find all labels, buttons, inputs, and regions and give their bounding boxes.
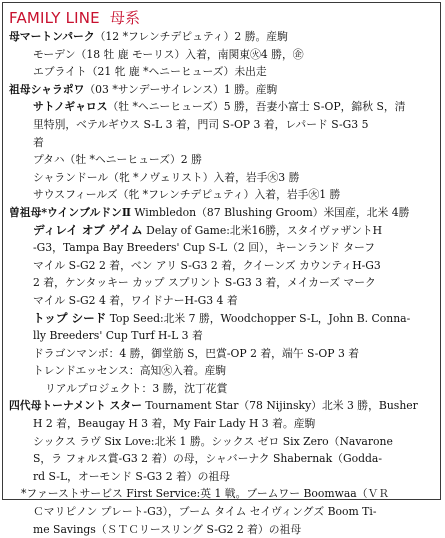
- section-header: [9, 7, 140, 28]
- offspring-name: トップ シード: [33, 310, 107, 325]
- offspring-detail: Delay of Game:北米16勝，スタイヴァザントH: [142, 223, 383, 237]
- grand-offspring-line: [9, 380, 434, 398]
- dam-detail: （12 *フレンチデピュティ）2 勝。産駒: [94, 30, 288, 43]
- offspring-detail: Top Seed:北米 7 勝，Woodchopper S-L，John B. Conna-: [106, 311, 411, 325]
- offspring-text: モーデン（18 牡 鹿 モーリス）入着，南関東㊋4 勝，㊭: [33, 47, 304, 61]
- continuation-line: [9, 415, 434, 433]
- continuation-text: マイル S-G2 2 着，ベン アリ S-G3 2 着，クイーンズ カウンティH-G3: [33, 258, 381, 272]
- section-title: FAMILY LINE: [9, 9, 100, 27]
- continuation-text: H 2 着，Beaugay H 3 着，My Fair Lady H 3 着。産駒: [33, 417, 316, 431]
- continuation-line: [9, 116, 434, 134]
- continuation-text: me Savings（ＳＴＣリースリング S-G2 2 着）の祖母: [33, 522, 302, 536]
- great-granddam-detail: Wimbledon（87 Blushing Groom）米国産，北米 4勝: [130, 205, 410, 219]
- continuation-line: [9, 503, 434, 521]
- fourth-dam-detail: Tournament Star（78 Nijinsky）北米 3 勝，Busher: [141, 399, 418, 413]
- pedigree-text: [9, 28, 434, 538]
- granddam-detail: （03 *サンデーサイレンス）1 勝。産駒: [84, 82, 278, 96]
- continuation-line: [9, 327, 434, 345]
- continuation-line: [9, 468, 434, 486]
- continuation-line: [9, 239, 434, 257]
- offspring-line: [9, 46, 434, 64]
- offspring-line: [9, 433, 434, 451]
- family-line-panel: [2, 2, 441, 536]
- offspring-text: トレンドエッセンス：高知㊋入着。産駒: [33, 364, 227, 378]
- continuation-text: 里特別，ベテルギウス S-L 3 着，門司 S-OP 3 着，レパード S-G3 5: [33, 117, 369, 131]
- offspring-line: [9, 485, 434, 503]
- offspring-text: ドラゴンマンボ：4 勝，御堂筋 S，巴賞-OP 2 着，端午 S-OP 3 着: [33, 346, 360, 360]
- continuation-text: lly Breeders' Cup Turf H-L 3 着: [33, 329, 203, 343]
- continuation-text: -G3，Tampa Bay Breeders' Cup S-L（2 回），キーンランド ターフ: [33, 241, 376, 255]
- offspring-detail: （牡 *ヘニーヒューズ）5 勝，吾妻小富士 S-OP，錦秋 S，清: [107, 100, 406, 114]
- great-granddam-name: 曽祖母*ウインブルドンⅡ: [9, 205, 131, 219]
- offspring-line: [9, 345, 434, 363]
- continuation-line: [9, 450, 434, 468]
- continuation-text: S，ラ フォルス賞-G3 2 着）の母，シャバーナク Shabernak（Godda-: [33, 452, 382, 466]
- great-granddam-line: [9, 204, 434, 222]
- continuation-text: 着: [33, 135, 44, 149]
- continuation-text: Ｃマリピノン プレート-G3），ブーム タイム セイヴィングズ Boom Ti-: [33, 505, 377, 519]
- offspring-line: [9, 186, 434, 204]
- offspring-line: [9, 222, 434, 240]
- offspring-text: サウスフィールズ（牝 *フレンチデピュティ）入着，岩手㊋1 勝: [33, 188, 341, 202]
- granddam-line: [9, 81, 434, 99]
- continuation-line: [9, 292, 434, 310]
- continuation-text: 2 着，ケンタッキー カップ スプリント S-G3 3 着，メイカーズ マーク: [33, 276, 376, 290]
- offspring-line: [9, 310, 434, 328]
- continuation-text: マイル S-G2 4 着，ワイドナーH-G3 4 着: [33, 293, 238, 307]
- continuation-line: [9, 257, 434, 275]
- continuation-line: [9, 274, 434, 292]
- offspring-line: [9, 63, 434, 81]
- offspring-line: [9, 362, 434, 380]
- offspring-name: ディレイ オブ ゲイム: [33, 222, 143, 237]
- offspring-line: [9, 151, 434, 169]
- offspring-text: シックス ラヴ Six Love:北米 1 勝。シックス ゼロ Six Zero（Navarone: [33, 434, 393, 448]
- granddam-name: 祖母シャラポワ: [9, 82, 85, 96]
- section-subtitle: 母系: [109, 9, 141, 27]
- fourth-dam-name: 四代母トーナメント スター: [9, 399, 142, 413]
- offspring-line: [9, 169, 434, 187]
- dam-line: [9, 28, 434, 46]
- offspring-text: エブライト（21 牝 鹿 *ヘニーヒューズ）未出走: [33, 65, 267, 79]
- offspring-text: プタハ（牡 *ヘニーヒューズ）2 勝: [33, 153, 202, 167]
- offspring-name: サトノギャロス: [33, 100, 108, 114]
- offspring-text: シャランドール（牝 *ノヴェリスト）入着，岩手㊋3 勝: [33, 170, 300, 184]
- fourth-dam-line: [9, 397, 434, 415]
- continuation-line: [9, 521, 434, 538]
- continuation-text: rd S-L，オーモンド S-G3 2 着）の祖母: [33, 469, 230, 483]
- offspring-line: [9, 98, 434, 116]
- grand-offspring-text: リアルプロジェクト：3 勝，沈丁花賞: [45, 381, 228, 395]
- continuation-line: [9, 134, 434, 152]
- dam-name: 母マートンパーク: [9, 30, 95, 43]
- offspring-text: *ファーストサービス First Service:英 1 戦。ブームワー Boomwaa（ＶＲ: [21, 487, 390, 501]
